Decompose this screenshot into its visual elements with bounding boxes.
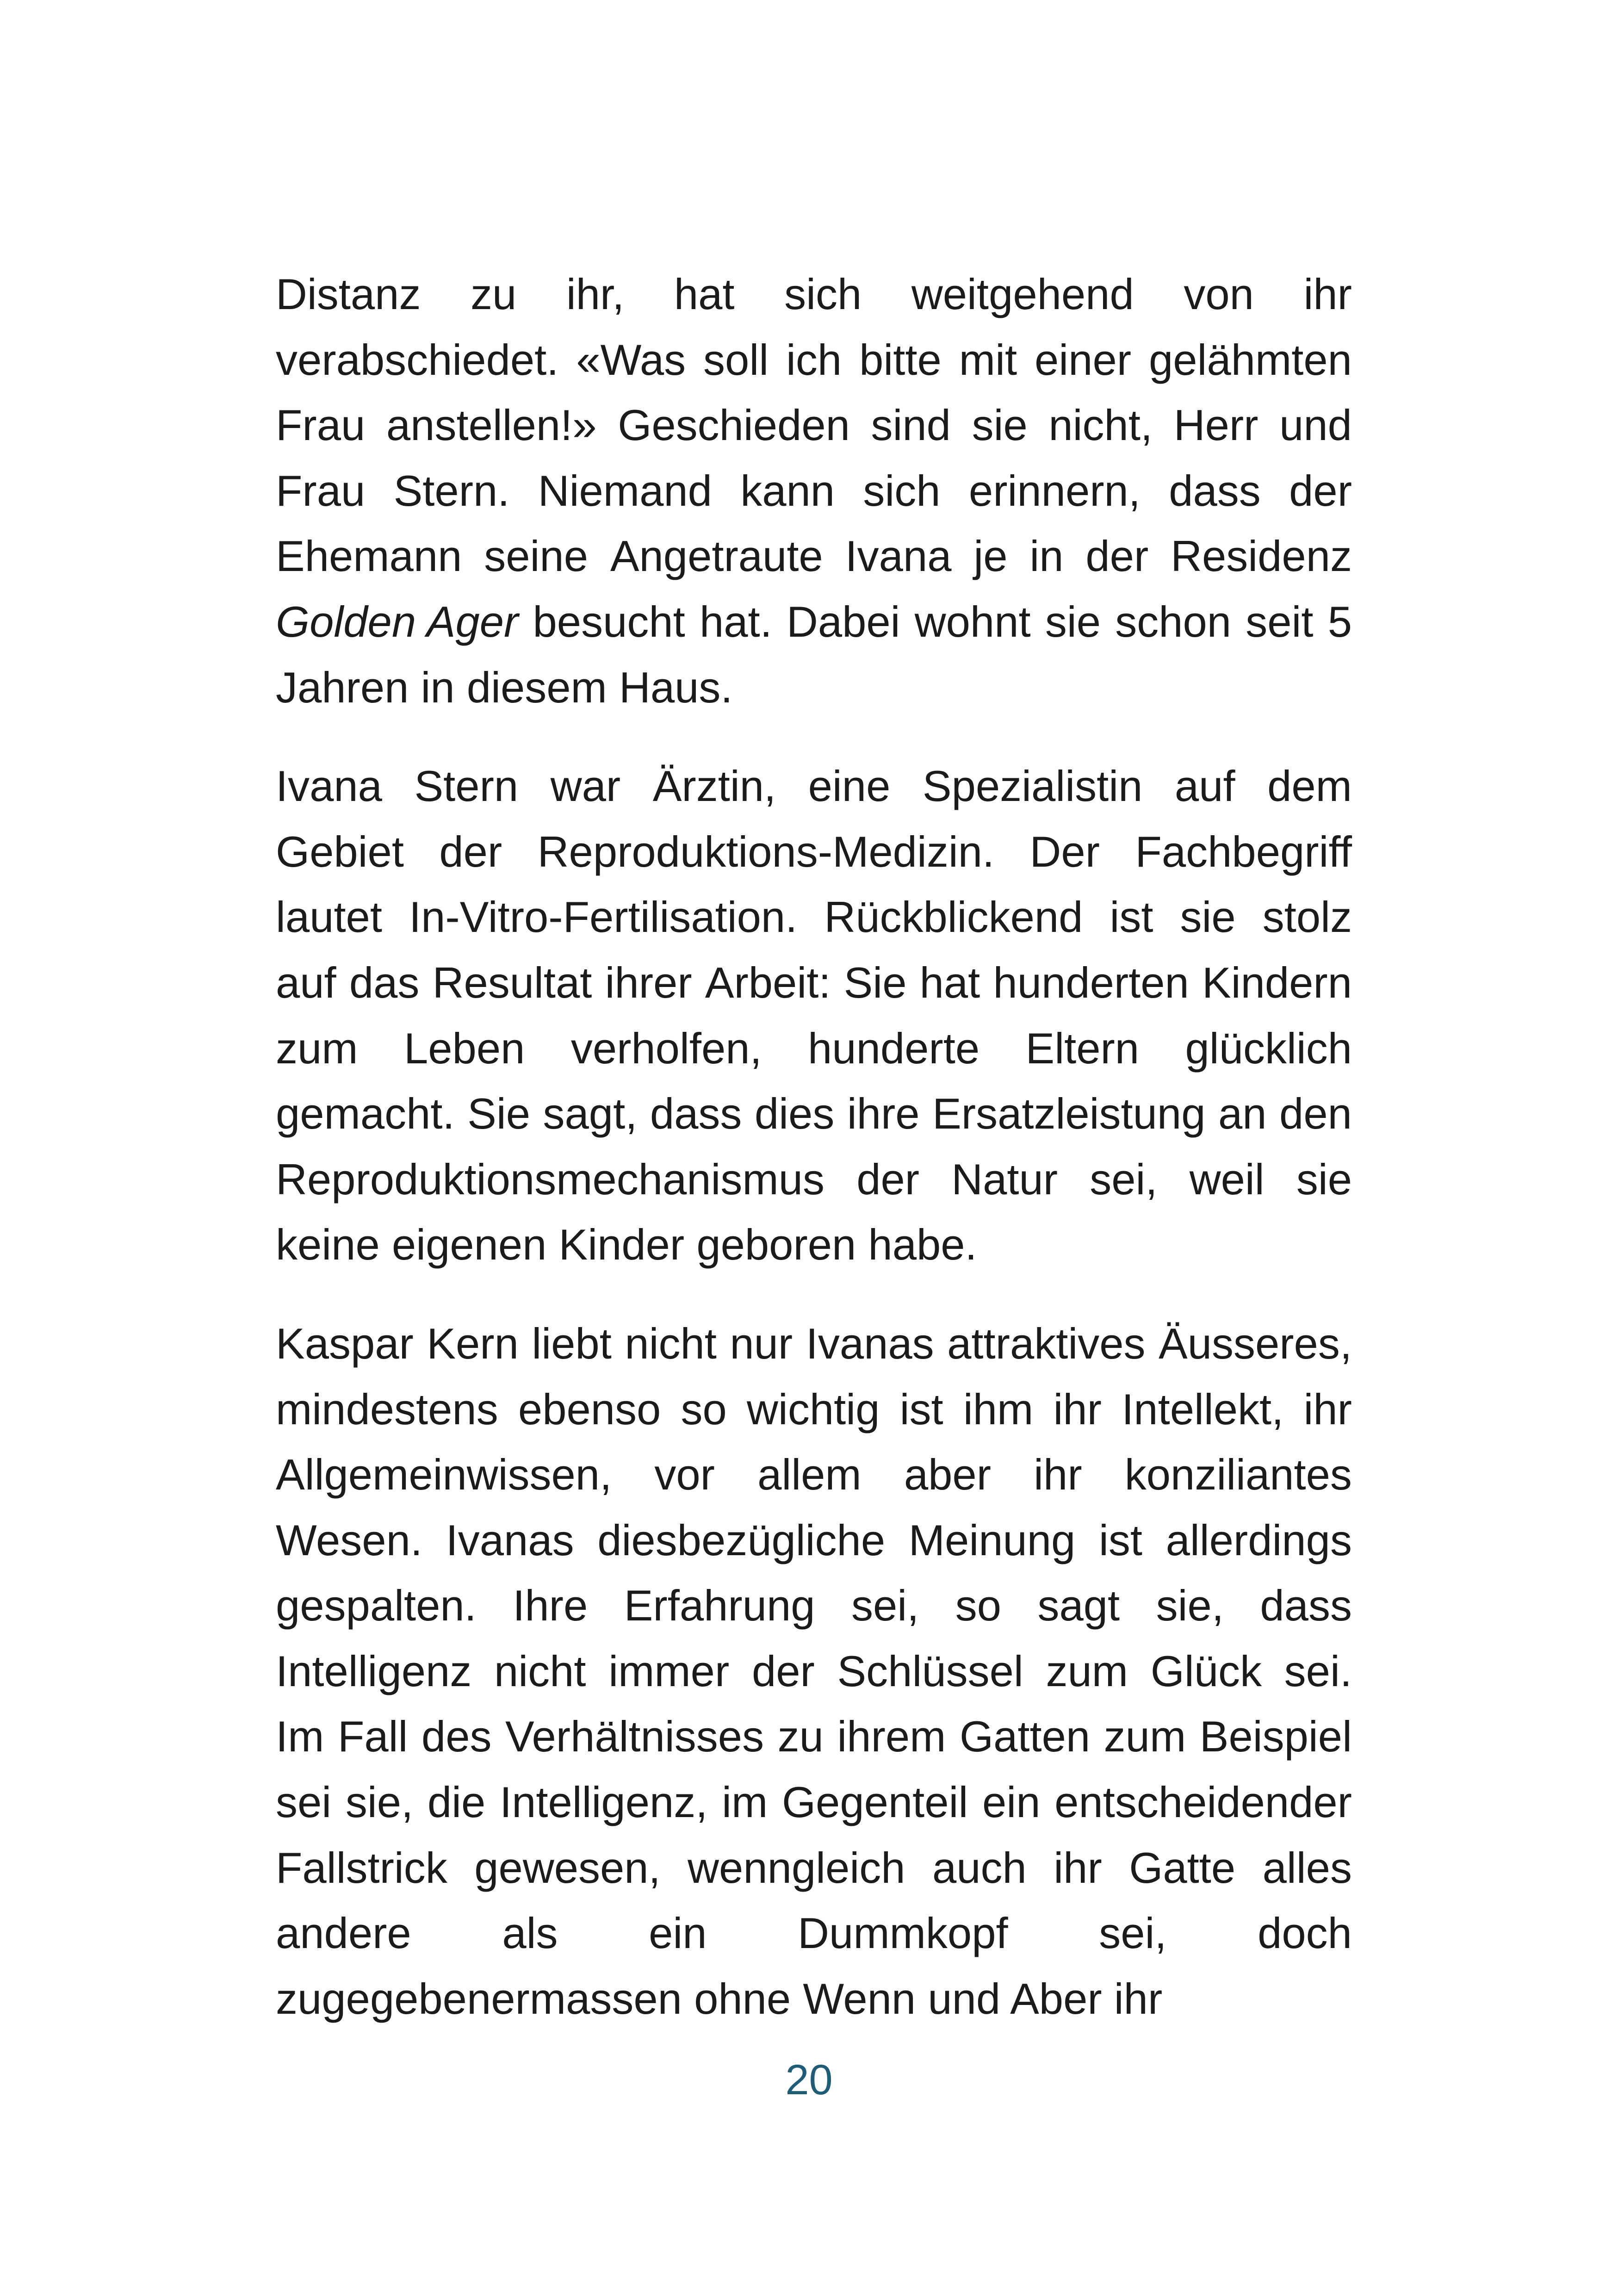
word: sie: [1180, 893, 1236, 942]
word: Herr: [1173, 401, 1258, 450]
word: stolz: [1262, 893, 1352, 942]
text-line: [276, 1442, 1352, 1508]
word: ein: [982, 1778, 1041, 1827]
word: sie,: [345, 1778, 414, 1827]
word: Ihre: [513, 1581, 588, 1630]
word: attraktives: [947, 1319, 1146, 1368]
word: In-Vitro-Fertilisation.: [409, 893, 798, 942]
word: Gebiet: [276, 827, 404, 876]
word: hunderten: [993, 958, 1189, 1007]
word: Dummkopf: [798, 1909, 1008, 1958]
text-line: [276, 327, 1352, 393]
word: war: [550, 762, 621, 811]
text-line: [276, 1016, 1352, 1081]
text-line: [276, 1769, 1352, 1835]
word: Geschieden: [618, 401, 850, 450]
word: ich: [786, 335, 842, 384]
word: der: [1289, 466, 1352, 515]
text-line: [276, 884, 1352, 950]
text-line: [276, 523, 1352, 589]
page-number: 20: [785, 2056, 833, 2104]
word: des: [421, 1712, 492, 1761]
body-text: [276, 261, 1352, 2031]
text-line: [276, 1704, 1352, 1769]
word: wichtig: [747, 1384, 880, 1433]
word: Eltern: [1025, 1024, 1140, 1073]
word: andere: [276, 1909, 411, 1958]
word: sie,: [1156, 1581, 1224, 1630]
word: bitte: [859, 335, 942, 384]
text-line: [276, 1835, 1352, 1901]
word: «Was: [576, 335, 686, 384]
word: so: [955, 1581, 1002, 1630]
word: Dabei: [786, 597, 900, 646]
word: einer: [1035, 335, 1132, 384]
word: Fallstrick: [276, 1843, 447, 1892]
word: Wesen.: [276, 1515, 422, 1564]
text-line: [276, 458, 1352, 524]
word: glücklich: [1185, 1024, 1352, 1073]
word: ihrem: [837, 1712, 946, 1761]
word: das: [349, 958, 420, 1007]
word: ebenso: [518, 1384, 661, 1433]
word: Meinung: [908, 1515, 1076, 1564]
word: Niemand: [538, 466, 712, 515]
word: Ersatzleistung: [932, 1089, 1206, 1138]
word: wenngleich: [688, 1843, 905, 1892]
text-line: [276, 950, 1352, 1016]
word: sei.: [1284, 1646, 1352, 1695]
word: verabschiedet.: [276, 335, 559, 384]
word: allerdings: [1165, 1515, 1352, 1564]
word: schon: [1115, 597, 1232, 646]
word: dies: [754, 1089, 835, 1138]
word: Intellekt,: [1122, 1384, 1284, 1433]
word: gewesen,: [474, 1843, 661, 1892]
word: in: [1029, 532, 1064, 581]
word: der: [856, 1154, 920, 1204]
word: auf: [1174, 762, 1235, 811]
word: nur: [730, 1319, 793, 1368]
word: Ehemann: [276, 532, 462, 581]
word: ist: [1110, 893, 1153, 942]
word: zum: [1103, 1712, 1186, 1761]
italic-title: Golden Ager: [276, 597, 519, 646]
word: mit: [959, 335, 1017, 384]
word: sagt,: [543, 1089, 638, 1138]
word: Gatten: [959, 1712, 1091, 1761]
word: anstellen!»: [386, 401, 597, 450]
word: Rückblickend: [824, 893, 1083, 942]
word: keine eigenen Kinder geboren habe.: [276, 1220, 977, 1269]
word: Frau: [276, 466, 366, 515]
text-line: [276, 655, 1352, 720]
word: konziliantes: [1124, 1450, 1352, 1499]
word: Ivana: [845, 532, 952, 581]
word: erinnern,: [968, 466, 1141, 515]
word: eine: [808, 762, 891, 811]
word: den: [1279, 1089, 1352, 1138]
word: sie: [1045, 597, 1101, 646]
word: ein: [649, 1909, 707, 1958]
word: von: [1184, 270, 1254, 318]
word: Kaspar: [276, 1319, 414, 1368]
text-line: [276, 1573, 1352, 1638]
word: ihr: [1053, 1384, 1102, 1433]
word: Reproduktions-Medizin.: [537, 827, 995, 876]
word: zugegebenermassen: [276, 1974, 682, 2023]
word: Stern.: [393, 466, 510, 515]
text-line: [276, 1311, 1352, 1377]
paragraph: [276, 1311, 1352, 2032]
word: Spezialistin: [922, 762, 1143, 811]
word: ihr: [1054, 1843, 1102, 1892]
word: Im: [276, 1712, 324, 1761]
word: an: [1218, 1089, 1267, 1138]
text-line: [276, 1212, 1352, 1278]
word: je: [973, 532, 1008, 581]
word: Wenn: [803, 1974, 916, 2023]
word: doch: [1258, 1909, 1352, 1958]
word: verholfen,: [570, 1024, 762, 1073]
word: Natur: [951, 1154, 1058, 1204]
word: die: [427, 1778, 486, 1827]
word: so: [681, 1384, 727, 1433]
word: ihr: [1034, 1450, 1082, 1499]
word: Intelligenz,: [499, 1778, 708, 1827]
word: zum: [1046, 1646, 1128, 1695]
word: Resultat: [432, 958, 592, 1007]
word: Allgemeinwissen,: [276, 1450, 612, 1499]
word: der: [1085, 532, 1149, 581]
word: allem: [757, 1450, 862, 1499]
word: Ivanas: [446, 1515, 574, 1564]
word: Reproduktionsmechanismus: [276, 1154, 825, 1204]
paragraph: [276, 261, 1352, 720]
word: sich: [784, 270, 862, 318]
word: ihr: [1303, 1384, 1352, 1433]
word: Der: [1029, 827, 1100, 876]
word: Fachbegriff: [1135, 827, 1352, 876]
word: Aber: [1010, 1974, 1102, 2023]
word: und: [928, 1974, 1001, 2023]
word: dass: [1260, 1581, 1352, 1630]
word: Residenz: [1171, 532, 1352, 581]
word: sei: [276, 1778, 332, 1827]
word: Sie: [843, 958, 907, 1007]
text-line: [276, 1508, 1352, 1573]
word: dem: [1267, 762, 1352, 811]
word: ihr: [1303, 270, 1352, 318]
word: hat: [674, 270, 735, 318]
word: gemacht.: [276, 1089, 455, 1138]
word: zu: [471, 270, 517, 318]
word: auch: [932, 1843, 1027, 1892]
word: ohne: [694, 1974, 791, 2023]
word: hunderte: [808, 1024, 980, 1073]
word: Distanz: [276, 270, 421, 318]
word: Ärztin,: [652, 762, 776, 811]
word: ihre: [847, 1089, 920, 1138]
word: besucht: [533, 597, 685, 646]
word: wohnt: [914, 597, 1031, 646]
word: Leben: [404, 1024, 525, 1073]
word: vor: [654, 1450, 715, 1499]
word: im: [722, 1778, 768, 1827]
word: Intelligenz: [276, 1646, 472, 1695]
word: Ivana: [276, 762, 382, 811]
word: Sie: [467, 1089, 531, 1138]
word: sei,: [851, 1581, 919, 1630]
word: 5: [1327, 597, 1352, 646]
word: kann: [740, 466, 835, 515]
word: Kern: [427, 1319, 519, 1368]
word: nicht,: [1048, 401, 1153, 450]
word: liebt: [532, 1319, 612, 1368]
word: diesbezügliche: [597, 1515, 886, 1564]
word: ist: [899, 1384, 943, 1433]
word: Gegenteil: [781, 1778, 968, 1827]
word: Erfahrung: [624, 1581, 815, 1630]
text-line: [276, 819, 1352, 885]
word: als: [502, 1909, 558, 1958]
word: seit: [1246, 597, 1314, 646]
word: sei,: [1099, 1909, 1167, 1958]
word: seine: [484, 532, 588, 581]
word: sich: [863, 466, 941, 515]
word: sei,: [1090, 1154, 1158, 1204]
text-line: [276, 1900, 1352, 1966]
word: weil: [1189, 1154, 1265, 1204]
text-line: [276, 1966, 1352, 2032]
text-line: [276, 1638, 1352, 1704]
word: zu: [777, 1712, 824, 1761]
word: hat: [919, 958, 980, 1007]
word: Schlüssel: [837, 1646, 1023, 1695]
word: mindestens: [276, 1384, 498, 1433]
text-line: [276, 1081, 1352, 1147]
word: Arbeit:: [705, 958, 831, 1007]
word: Frau: [276, 401, 366, 450]
word: soll: [703, 335, 769, 384]
word: Äusseres,: [1159, 1319, 1352, 1368]
word: Stern: [414, 762, 519, 811]
paragraph-gap: [276, 720, 1352, 753]
paragraph-gap: [276, 1278, 1352, 1311]
word: Glück: [1150, 1646, 1262, 1695]
word: immer: [608, 1646, 730, 1695]
word: dass: [1169, 466, 1261, 515]
word: Gatte: [1129, 1843, 1236, 1892]
word: hat.: [699, 597, 772, 646]
word: der: [439, 827, 502, 876]
word: Ivanas: [806, 1319, 934, 1368]
word: und: [1279, 401, 1352, 450]
word: lautet: [276, 893, 382, 942]
word: Fall: [337, 1712, 408, 1761]
word: gelähmten: [1148, 335, 1352, 384]
text-line: [276, 753, 1352, 819]
word: weitgehend: [911, 270, 1134, 318]
word: ihr,: [566, 270, 625, 318]
text-line: [276, 261, 1352, 327]
word: sie: [1296, 1154, 1352, 1204]
text-line: [276, 392, 1352, 458]
word: gespalten.: [276, 1581, 477, 1630]
text-line: [276, 1147, 1352, 1212]
word: ihr: [1114, 1974, 1163, 2023]
word: dass: [650, 1089, 742, 1138]
word: Verhältnisses: [505, 1712, 764, 1761]
word: entscheidender: [1054, 1778, 1352, 1827]
word: Jahren in diesem Haus.: [276, 663, 733, 712]
word: nicht: [494, 1646, 586, 1695]
word: Kindern: [1202, 958, 1352, 1007]
word: der: [751, 1646, 815, 1695]
word: ist: [1098, 1515, 1142, 1564]
word: sind: [871, 401, 951, 450]
word: Angetraute: [610, 532, 823, 581]
text-line: [276, 1377, 1352, 1442]
word: auf: [276, 958, 336, 1007]
word: sie: [972, 401, 1028, 450]
word: ihrer: [605, 958, 692, 1007]
word: ihm: [963, 1384, 1034, 1433]
word: zum: [276, 1024, 358, 1073]
word: sagt: [1037, 1581, 1120, 1630]
word: nicht: [625, 1319, 717, 1368]
word: Beispiel: [1199, 1712, 1352, 1761]
word: alles: [1262, 1843, 1352, 1892]
word: aber: [904, 1450, 992, 1499]
paragraph: [276, 753, 1352, 1278]
text-line: [276, 589, 1352, 655]
